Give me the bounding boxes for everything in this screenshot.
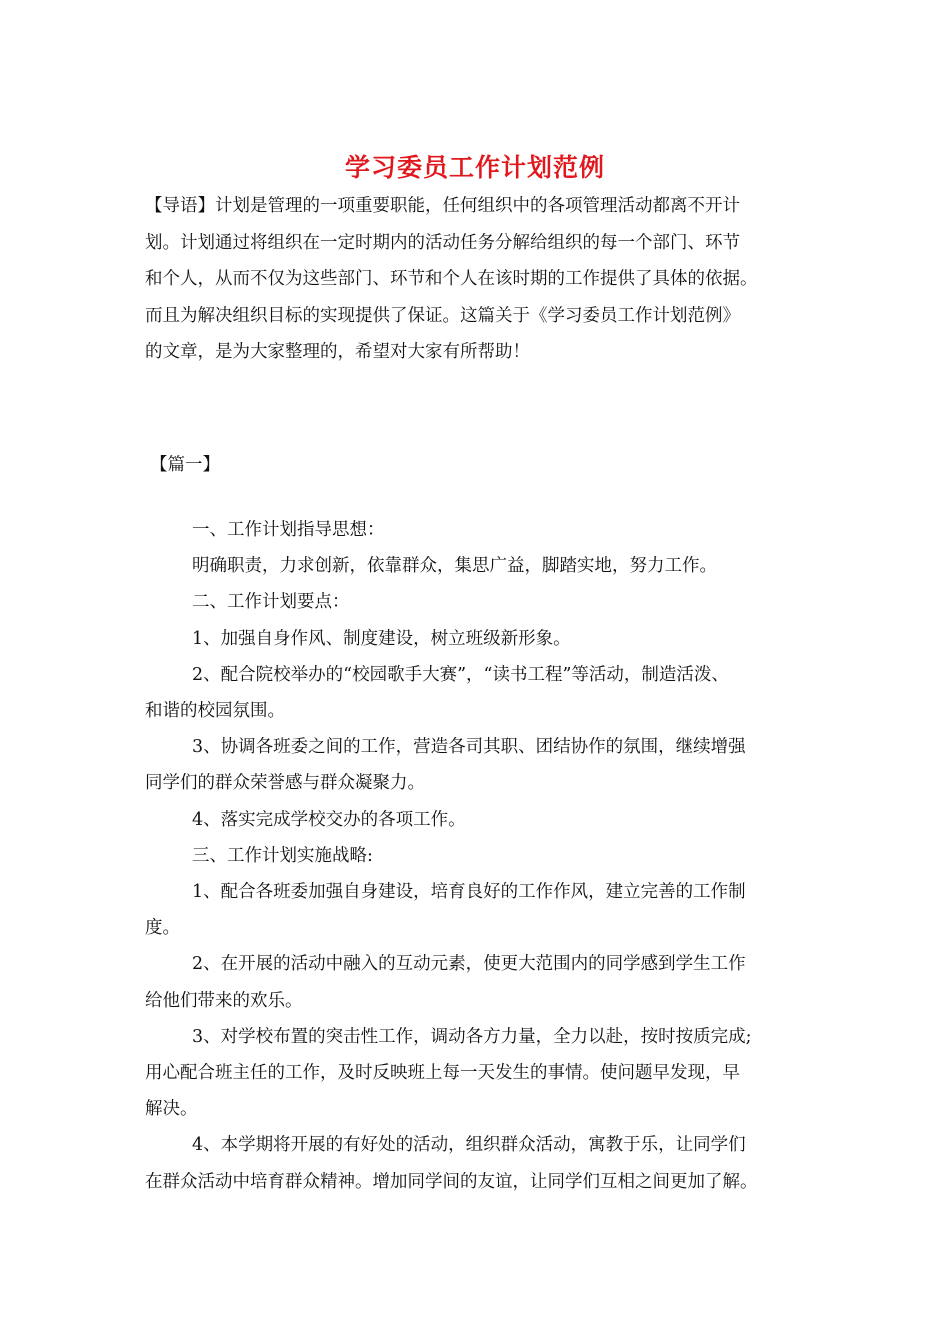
body-line: 二、工作计划要点： <box>192 592 350 613</box>
intro-line: 划。计划通过将组织在一定时期内的活动任务分解给组织的每一个部门、环节 <box>145 232 740 253</box>
body-line: 1、配合各班委加强自身建设，培育良好的工作作风，建立完善的工作制 <box>192 882 746 903</box>
intro-line: 【导语】计划是管理的一项重要职能，任何组织中的各项管理活动都离不开计 <box>145 196 740 216</box>
body-line: 4、本学期将开展的有好处的活动，组织群众活动，寓教于乐，让同学们 <box>192 1135 746 1156</box>
body-line: 在群众活动中培育群众精神。增加同学间的友谊，让同学们互相之间更加了解。 <box>145 1171 758 1192</box>
body-line: 和谐的校园氛围。 <box>145 701 285 722</box>
intro-line: 而且为解决组织目标的实现提供了保证。这篇关于《学习委员工作计划范例》 <box>145 305 740 326</box>
body-line: 三、工作计划实施战略: <box>192 845 373 866</box>
body-line: 4、落实完成学校交办的各项工作。 <box>192 809 466 830</box>
section-heading: 【篇一】 <box>150 455 220 475</box>
intro-paragraph <box>145 188 817 371</box>
body-line: 3、协调各班委之间的工作，营造各司其职、团结协作的氛围，继续增强 <box>192 737 746 758</box>
document-title: 学习委员工作计划范例 <box>344 153 605 182</box>
body-line: 给他们带来的欢乐。 <box>145 990 303 1011</box>
intro-line: 的文章，是为大家整理的，希望对大家有所帮助！ <box>145 342 530 362</box>
body-line: 用心配合班主任的工作，及时反映班上每一天发生的事情。使问题早发现，早 <box>145 1063 740 1084</box>
body-line: 度。 <box>145 918 180 939</box>
body-line: 2、配合院校举办的“校园歌手大赛”，“读书工程”等活动，制造活泼、 <box>192 664 729 685</box>
body-line: 一、工作计划指导思想： <box>192 520 385 540</box>
section-body <box>145 512 817 1200</box>
body-line: 解决。 <box>145 1099 198 1120</box>
body-line: 明确职责，力求创新，依靠群众，集思广益，脚踏实地，努力工作。 <box>192 556 717 577</box>
body-line: 2、在开展的活动中融入的互动元素，使更大范围内的同学感到学生工作 <box>192 954 746 975</box>
body-line: 1、加强自身作风、制度建设，树立班级新形象。 <box>192 628 571 649</box>
body-line: 同学们的群众荣誉感与群众凝聚力。 <box>145 773 425 794</box>
intro-line: 和个人，从而不仅为这些部门、环节和个人在该时期的工作提供了具体的依据。 <box>145 269 758 289</box>
body-line: 3、对学校布置的突击性工作，调动各方力量，全力以赴，按时按质完成; <box>192 1026 752 1047</box>
